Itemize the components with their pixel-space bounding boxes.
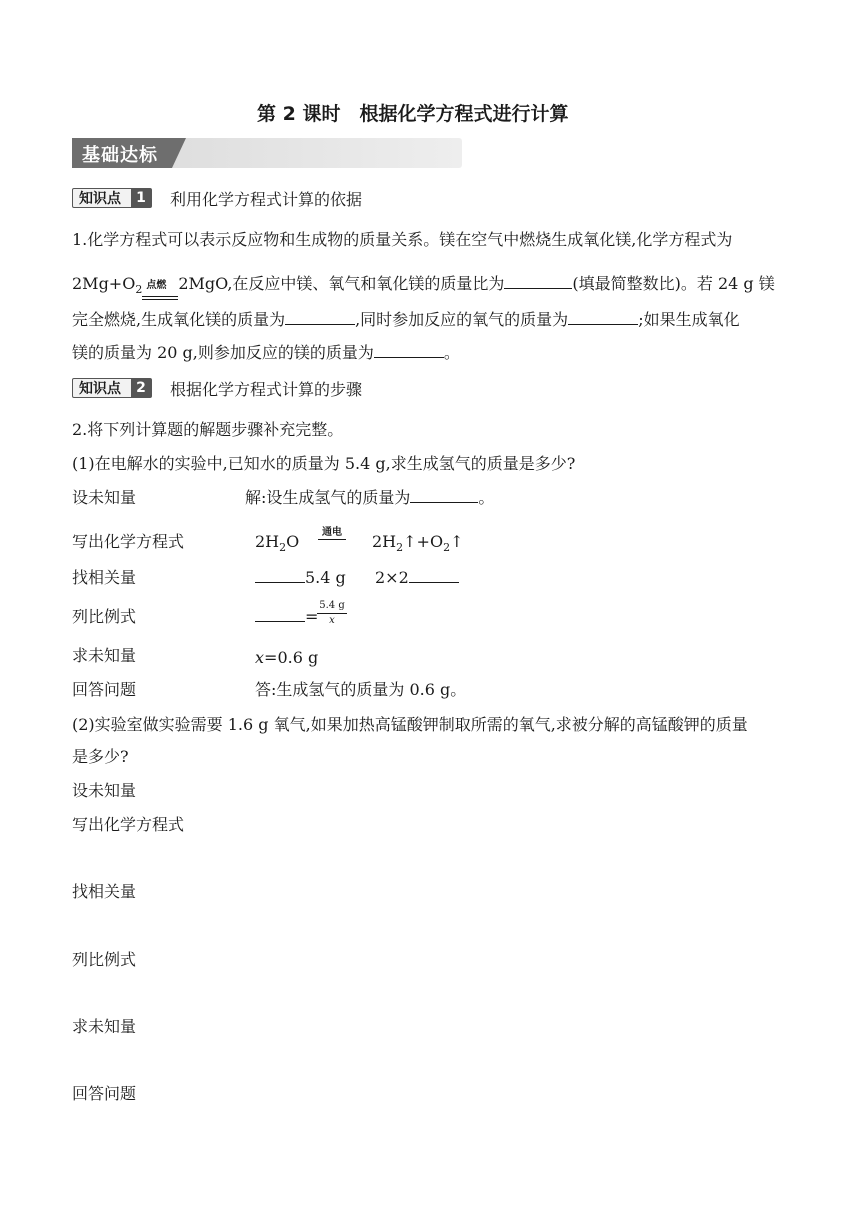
answer-blank-o2-mass[interactable] <box>568 310 638 325</box>
equation-products: $2H_2↑+O_2↑$ <box>372 532 464 555</box>
p2-step-find-quantities: 找相关量 <box>72 882 137 901</box>
q2-part1: (1)在电解水的实验中,已知水的质量为 5.4 g,求生成氢气的质量是多少? <box>72 454 576 473</box>
step-content-solve: x=0.6 g <box>255 648 319 667</box>
q1-line4: 镁的质量为 20 g,则参加反应的镁的质量为 。 <box>72 343 460 362</box>
answer-blank-mgo-mass[interactable] <box>285 310 355 325</box>
step-label-write-equation: 写出化学方程式 <box>72 532 185 551</box>
p2-step-answer: 回答问题 <box>72 1084 137 1103</box>
step-label-set-unknown: 设未知量 <box>72 488 137 507</box>
step-label-answer: 回答问题 <box>72 680 137 699</box>
step-content-h2-quantity: 2×2 <box>375 568 459 588</box>
answer-blank-unknown[interactable] <box>410 488 478 503</box>
step-content-proportion: = <box>255 607 318 627</box>
page-title: 第 2 课时 根据化学方程式进行计算 <box>257 103 569 125</box>
step-label-solve: 求未知量 <box>72 646 137 665</box>
knowledge-point-1-text: 利用化学方程式计算的依据 <box>170 190 363 209</box>
answer-blank-h2o-relative-mass[interactable] <box>255 568 305 583</box>
proportion-fraction: 5.4 g x <box>317 600 347 627</box>
knowledge-point-badge-1 <box>72 188 152 208</box>
answer-blank-h2-mass[interactable] <box>409 568 459 583</box>
knowledge-point-label: 知识点 <box>79 381 121 397</box>
step-label-proportion: 列比例式 <box>72 607 137 626</box>
q1-line1: 1.化学方程式可以表示反应物和生成物的质量关系。镁在空气中燃烧生成氧化镁,化学方程式为 <box>72 230 733 249</box>
q1-line2: $2Mg+O_2$ 点燃 2MgO,在反应中镁、氧气和氧化镁的质量比为 (填最简整数比)。若 24 g 镁 <box>72 274 775 300</box>
knowledge-point-badge-2 <box>72 378 152 398</box>
equation-reactant: $2H_2O$ <box>255 532 300 555</box>
p2-step-proportion: 列比例式 <box>72 950 137 969</box>
q2-intro: 2.将下列计算题的解题步骤补充完整。 <box>72 420 344 439</box>
step-label-find-quantities: 找相关量 <box>72 568 137 587</box>
knowledge-point-number: 1 <box>131 189 151 207</box>
q2-part2-line1: (2)实验室做实验需要 1.6 g 氧气,如果加热高锰酸钾制取所需的氧气,求被分解的高锰酸钾的质量 <box>72 715 748 734</box>
equation-arrow <box>318 539 346 540</box>
reaction-condition-electrify: 通电 <box>322 527 342 538</box>
step-content-set-unknown: 解:设生成氢气的质量为 。 <box>245 488 495 507</box>
knowledge-point-label: 知识点 <box>79 191 121 207</box>
knowledge-point-2-text: 根据化学方程式计算的步骤 <box>170 380 363 399</box>
step-content-answer: 答:生成氢气的质量为 0.6 g。 <box>255 680 467 699</box>
knowledge-point-number: 2 <box>131 379 151 397</box>
p2-step-write-equation: 写出化学方程式 <box>72 815 185 834</box>
reaction-condition-ignite: 点燃 <box>146 280 167 291</box>
step-content-find-quantities: 5.4 g <box>255 568 346 588</box>
q2-part2-line2: 是多少? <box>72 747 129 766</box>
answer-blank-mg-mass[interactable] <box>374 343 444 358</box>
p2-step-set-unknown: 设未知量 <box>72 781 137 800</box>
answer-blank-mass-ratio[interactable] <box>504 274 572 289</box>
section-banner-label: 基础达标 <box>82 145 158 166</box>
p2-step-solve: 求未知量 <box>72 1017 137 1036</box>
q1-line3: 完全燃烧,生成氧化镁的质量为 ,同时参加反应的氧气的质量为 ;如果生成氧化 <box>72 310 740 329</box>
answer-blank-proportion-left[interactable] <box>255 607 305 622</box>
